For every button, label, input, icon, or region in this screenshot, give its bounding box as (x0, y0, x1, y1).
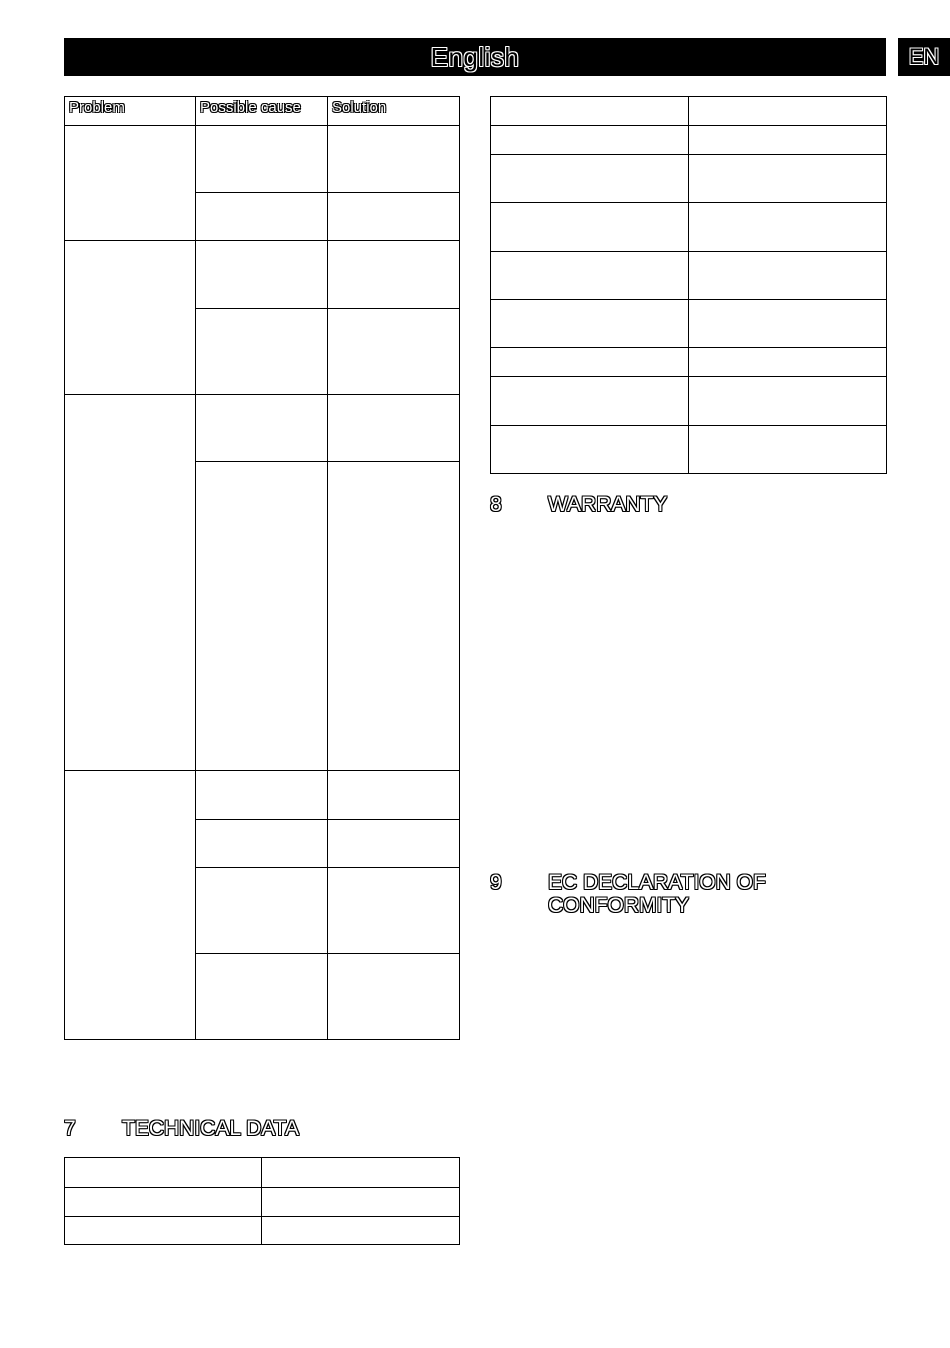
table-row (65, 1158, 460, 1188)
cause-cell (196, 462, 328, 771)
cause-cell (196, 126, 328, 193)
table-row (491, 97, 887, 126)
table-row (491, 155, 887, 203)
solution-cell (328, 820, 460, 868)
spec-label-cell (65, 1158, 262, 1188)
solution-cell (328, 868, 460, 954)
spec-value-cell (689, 300, 887, 348)
table-row (65, 1188, 460, 1217)
table-row (491, 126, 887, 155)
table-row (65, 395, 460, 462)
spec-value-cell (262, 1158, 460, 1188)
spec-value-cell (689, 426, 887, 474)
table-row (65, 126, 460, 193)
spec-label-cell (491, 155, 689, 203)
spec-value-cell (262, 1217, 460, 1245)
solution-cell (328, 309, 460, 395)
language-banner (64, 38, 886, 76)
spec-value-cell (689, 97, 887, 126)
section-title: TECHNICAL DATA (122, 1117, 299, 1140)
spec-label-cell (65, 1188, 262, 1217)
spec-value-cell (262, 1188, 460, 1217)
section-title: WARRANTY (548, 493, 668, 516)
cause-cell (196, 868, 328, 954)
table-row (491, 300, 887, 348)
solution-cell (328, 954, 460, 1040)
spec-value-cell (689, 348, 887, 377)
problem-cell (65, 126, 196, 241)
cause-cell (196, 771, 328, 820)
spec-label-cell (491, 97, 689, 126)
spec-label-cell (65, 1217, 262, 1245)
spec-label-cell (491, 300, 689, 348)
table-row (65, 241, 460, 309)
problem-cell (65, 771, 196, 1040)
solution-cell (328, 126, 460, 193)
spec-label-cell (491, 252, 689, 300)
spec-label-cell (491, 426, 689, 474)
solution-cell (328, 462, 460, 771)
spec-value-cell (689, 155, 887, 203)
table-row (65, 1217, 460, 1245)
section-number: 8 (490, 493, 502, 516)
language-code: EN (908, 44, 940, 69)
table-row (65, 771, 460, 820)
table-row (491, 252, 887, 300)
cause-cell (196, 820, 328, 868)
section-heading-technical-data (64, 1117, 299, 1141)
language-badge (898, 38, 950, 76)
cause-cell (196, 241, 328, 309)
cause-cell (196, 193, 328, 241)
table-row (491, 426, 887, 474)
section-number: 7 (64, 1117, 76, 1140)
cause-cell (196, 954, 328, 1040)
problem-cell (65, 241, 196, 395)
column-header-possible-cause: Possible cause (196, 97, 328, 126)
solution-cell (328, 771, 460, 820)
spec-value-cell (689, 252, 887, 300)
problem-cell (65, 395, 196, 771)
spec-label-cell (491, 126, 689, 155)
table-header-row (65, 97, 460, 126)
spec-value-cell (689, 126, 887, 155)
column-header-problem: Problem (65, 97, 196, 126)
table-row (491, 203, 887, 252)
solution-cell (328, 193, 460, 241)
spec-label-cell (491, 203, 689, 252)
spec-label-cell (491, 348, 689, 377)
cause-cell (196, 309, 328, 395)
spec-value-cell (689, 377, 887, 426)
technical-data-table-continued (490, 96, 887, 474)
section-title: EC DECLARATION OF CONFORMITY (548, 871, 766, 917)
technical-data-table (64, 1157, 460, 1245)
solution-cell (328, 395, 460, 462)
troubleshooting-table (64, 96, 460, 1040)
section-heading-warranty (490, 493, 667, 517)
page-title: English (430, 41, 520, 72)
column-header-solution: Solution (328, 97, 460, 126)
cause-cell (196, 395, 328, 462)
table-row (491, 377, 887, 426)
spec-value-cell (689, 203, 887, 252)
spec-label-cell (491, 377, 689, 426)
table-row (491, 348, 887, 377)
section-heading-ec-declaration (490, 871, 848, 917)
section-number: 9 (490, 871, 502, 894)
solution-cell (328, 241, 460, 309)
